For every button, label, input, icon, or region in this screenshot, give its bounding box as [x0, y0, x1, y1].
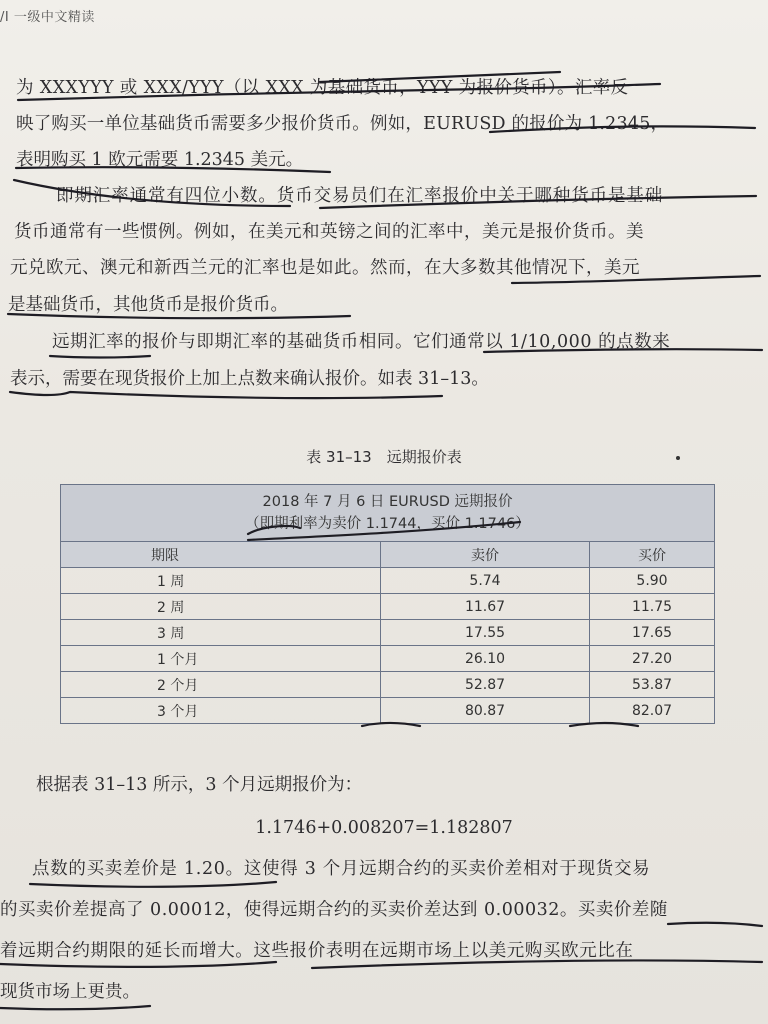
cell-ask: 53.87	[590, 672, 715, 698]
p3-line2: 表示，需要在现货报价上加上点数来确认报价。如表 31–13。	[10, 369, 489, 389]
after-table-line1: 根据表 31–13 所示，3 个月远期报价为：	[36, 775, 363, 795]
cell-ask: 5.90	[590, 568, 715, 594]
running-header: /I 一级中文精读	[0, 10, 95, 25]
forward-quote-table	[60, 484, 715, 724]
ink-line	[50, 356, 150, 358]
formula: 1.1746+0.008207=1.182807	[255, 818, 513, 838]
cell-bid: 11.67	[381, 594, 590, 620]
cell-ask: 11.75	[590, 594, 715, 620]
cell-bid: 52.87	[381, 672, 590, 698]
cell-bid: 17.55	[381, 620, 590, 646]
table-title-row	[61, 485, 715, 542]
ink-line	[0, 1006, 150, 1009]
p2-line1: 即期汇率通常有四位小数。货币交易员们在汇率报价中关于哪种货币是基础	[56, 186, 664, 206]
cell-ask: 17.65	[590, 620, 715, 646]
table-row	[61, 594, 715, 620]
cell-ask: 82.07	[590, 698, 715, 724]
table-row	[61, 568, 715, 594]
table-header-row	[61, 542, 715, 568]
header-term: 期限	[61, 542, 381, 568]
ink-line	[30, 882, 276, 887]
p4-line4: 现货市场上更贵。	[0, 982, 140, 1002]
p1-line1: 为 XXXYYY 或 XXX/YYY（以 XXX 为基础货币，YYY 为报价货币）。汇率反	[16, 78, 629, 98]
cell-term: 2 周	[61, 594, 381, 620]
table-row	[61, 698, 715, 724]
p2-line2: 货币通常有一些惯例。例如，在美元和英镑之间的汇率中，美元是报价货币。美	[14, 222, 644, 242]
p2-line4: 是基础货币，其他货币是报价货币。	[8, 295, 288, 315]
table-title-line1: 2018 年 7 月 6 日 EURUSD 远期报价	[262, 494, 513, 510]
p4-line2: 的买卖价差提高了 0.00012，使得远期合约的买卖价差达到 0.00032。买卖价差随	[0, 900, 668, 920]
header-ask: 买价	[590, 542, 715, 568]
cell-term: 1 周	[61, 568, 381, 594]
table-row	[61, 620, 715, 646]
cell-term: 1 个月	[61, 646, 381, 672]
cell-ask: 27.20	[590, 646, 715, 672]
cell-term: 3 周	[61, 620, 381, 646]
cell-term: 2 个月	[61, 672, 381, 698]
cell-term: 3 个月	[61, 698, 381, 724]
cell-bid: 80.87	[381, 698, 590, 724]
cell-bid: 26.10	[381, 646, 590, 672]
p4-line1: 点数的买卖差价是 1.20。这使得 3 个月远期合约的买卖价差相对于现货交易	[32, 859, 651, 879]
p3-line1: 远期汇率的报价与即期汇率的基础货币相同。它们通常以 1/10,000 的点数来	[52, 332, 671, 352]
table-row	[61, 646, 715, 672]
header-bid: 卖价	[381, 542, 590, 568]
stray-dot	[676, 456, 680, 460]
p1-line3: 表明购买 1 欧元需要 1.2345 美元。	[16, 150, 304, 170]
table-title-line2: （即期利率为卖价 1.1744，买价 1.1746）	[245, 516, 530, 532]
table-caption: 表 31–13 远期报价表	[306, 448, 462, 466]
table-title-cell	[61, 485, 715, 542]
ink-line	[668, 923, 762, 926]
p1-line2: 映了购买一单位基础货币需要多少报价货币。例如，EURUSD 的报价为 1.2345，	[16, 114, 669, 134]
table-row	[61, 672, 715, 698]
p2-line3: 元兑欧元、澳元和新西兰元的汇率也是如此。然而，在大多数其他情况下，美元	[10, 258, 640, 278]
ink-line	[10, 392, 442, 398]
p4-line3: 着远期合约期限的延长而增大。这些报价表明在远期市场上以美元购买欧元比在	[0, 941, 634, 961]
cell-bid: 5.74	[381, 568, 590, 594]
